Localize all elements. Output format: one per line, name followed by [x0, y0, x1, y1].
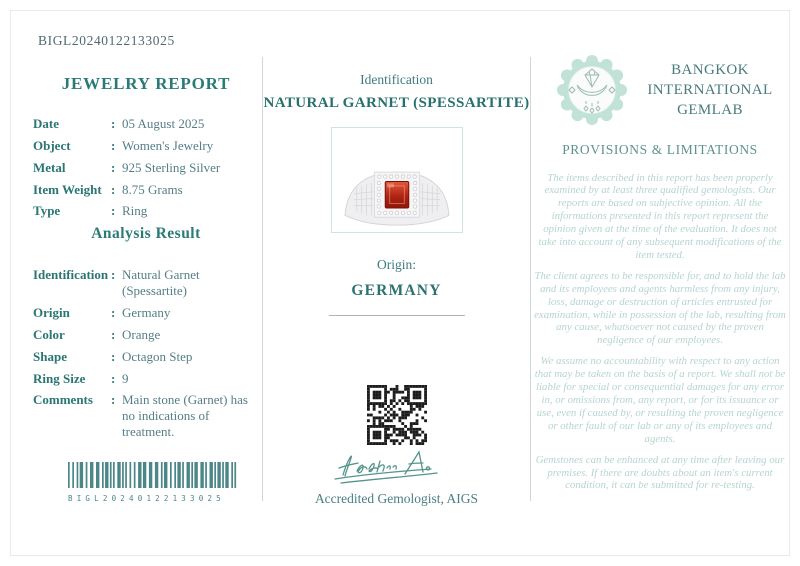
field-row-origin [33, 305, 259, 321]
field-row-color [33, 327, 259, 343]
provisions-paragraph: We assume no accountability with respect to any action that may be taken on the basis of a report. We shall not be liable for special or consequential damages for any error in, or omissions from, any report, or for its issuance or use, even if caused by, or resulting the proven negligence or other fault of our lab or any of its employees and agents. [534, 355, 786, 445]
field-label: Ring Size [33, 370, 86, 386]
field-value: 05 August 2025 [122, 116, 205, 131]
field-row-date [33, 116, 259, 132]
field-value: Main stone (Garnet) has no indications of treatment. [122, 392, 248, 440]
field-row-comments [33, 392, 259, 440]
barcode [68, 462, 240, 503]
report-title: JEWELRY REPORT [61, 74, 231, 93]
gemlab-seal-icon [556, 54, 628, 126]
field-value: 9 [122, 370, 129, 386]
field-colon: : [111, 370, 116, 386]
origin-label: Origin: [377, 257, 416, 272]
field-label: Identification [33, 267, 109, 283]
ring-image-icon [333, 129, 461, 231]
analysis-result-title: Analysis Result [91, 225, 201, 243]
analysis-fields [33, 267, 259, 440]
field-value: Women's Jewelry [122, 137, 214, 153]
field-row-shape [33, 349, 259, 365]
field-label: Metal [33, 159, 66, 175]
column-divider-right [530, 57, 531, 501]
field-colon: : [111, 116, 116, 131]
origin-underline [329, 315, 465, 316]
lab-name-line: INTERNATIONAL [647, 82, 773, 98]
field-colon: : [111, 305, 116, 321]
field-colon: : [111, 267, 116, 283]
field-value: Germany [122, 305, 171, 321]
lab-name [632, 60, 788, 120]
report-details-column [33, 62, 259, 446]
field-value: Octagon Step [122, 348, 193, 364]
gemlab-logo [556, 54, 628, 126]
field-value: Orange [122, 326, 161, 342]
field-row-item-weight [33, 182, 259, 198]
field-colon: : [111, 348, 116, 364]
field-value: Ring [122, 203, 148, 219]
lab-name-line: BANGKOK [671, 62, 749, 78]
provisions-paragraph: Gemstones can be enhanced at any time after leaving our premises. If there are doubts about an item's current condition, it can be submitted for re-testing. [535, 453, 785, 492]
gemologist-signature [263, 447, 530, 489]
field-label: Comments [33, 392, 93, 408]
barcode-bars-icon [68, 462, 240, 488]
provisions-paragraph: The client agrees to be responsible for, and to hold the lab and its employees and agents harmless from any injury, loss, damage or destruction of articles entrusted for examination, while in possession of the lab, resulting from any cause, whatsoever not caused by the proven negligence of our employees. [534, 269, 786, 347]
ring-photo [331, 127, 463, 233]
field-colon: : [111, 137, 116, 153]
stone-name: NATURAL GARNET (SPESSARTITE) [263, 95, 530, 111]
field-label: Origin [33, 305, 70, 321]
identification-column [263, 72, 530, 507]
field-colon: : [111, 326, 116, 342]
field-row-object [33, 138, 259, 154]
field-label: Color [33, 326, 65, 342]
field-label: Date [33, 116, 59, 131]
field-colon: : [111, 181, 116, 197]
lab-column [532, 54, 788, 492]
field-colon: : [111, 159, 116, 175]
provisions-title: PROVISIONS & LIMITATIONS [562, 142, 758, 157]
field-label: Object [33, 137, 71, 153]
field-label: Item Weight [33, 181, 102, 197]
gemologist-title: Accredited Gemologist, AIGS [314, 491, 479, 506]
field-row-type [33, 203, 259, 219]
field-label: Type [33, 203, 61, 219]
qr-code-icon [367, 385, 427, 445]
origin-value: GERMANY [351, 282, 442, 299]
lab-header [532, 54, 788, 138]
field-colon: : [111, 203, 116, 219]
item-fields [33, 116, 259, 219]
field-value: Natural Garnet (Spessartite) [122, 267, 200, 299]
field-value: 8.75 Grams [122, 181, 183, 197]
qr-code [367, 385, 427, 445]
signature-icon [327, 447, 467, 489]
lab-name-line: GEMLAB [677, 102, 743, 118]
field-label: Shape [33, 348, 67, 364]
report-serial: BIGL20240122133025 [38, 33, 175, 48]
provisions-paragraph: The items described in this report has been properly examined by at least three qualified gemologists. Our reports are based on subjective opinion. All the informations presented in this report represent the opinion given at the time of the evaluation. It does not take into account of any subsequent modifications of the item tested. [538, 171, 782, 261]
field-colon: : [111, 392, 116, 408]
field-value: 925 Sterling Silver [122, 159, 221, 175]
field-row-metal [33, 160, 259, 176]
field-row-ring-size [33, 371, 259, 387]
field-row-identification [33, 267, 259, 299]
identification-heading: Identification [360, 72, 433, 87]
barcode-text: BIGL20240122133025 [68, 494, 225, 503]
